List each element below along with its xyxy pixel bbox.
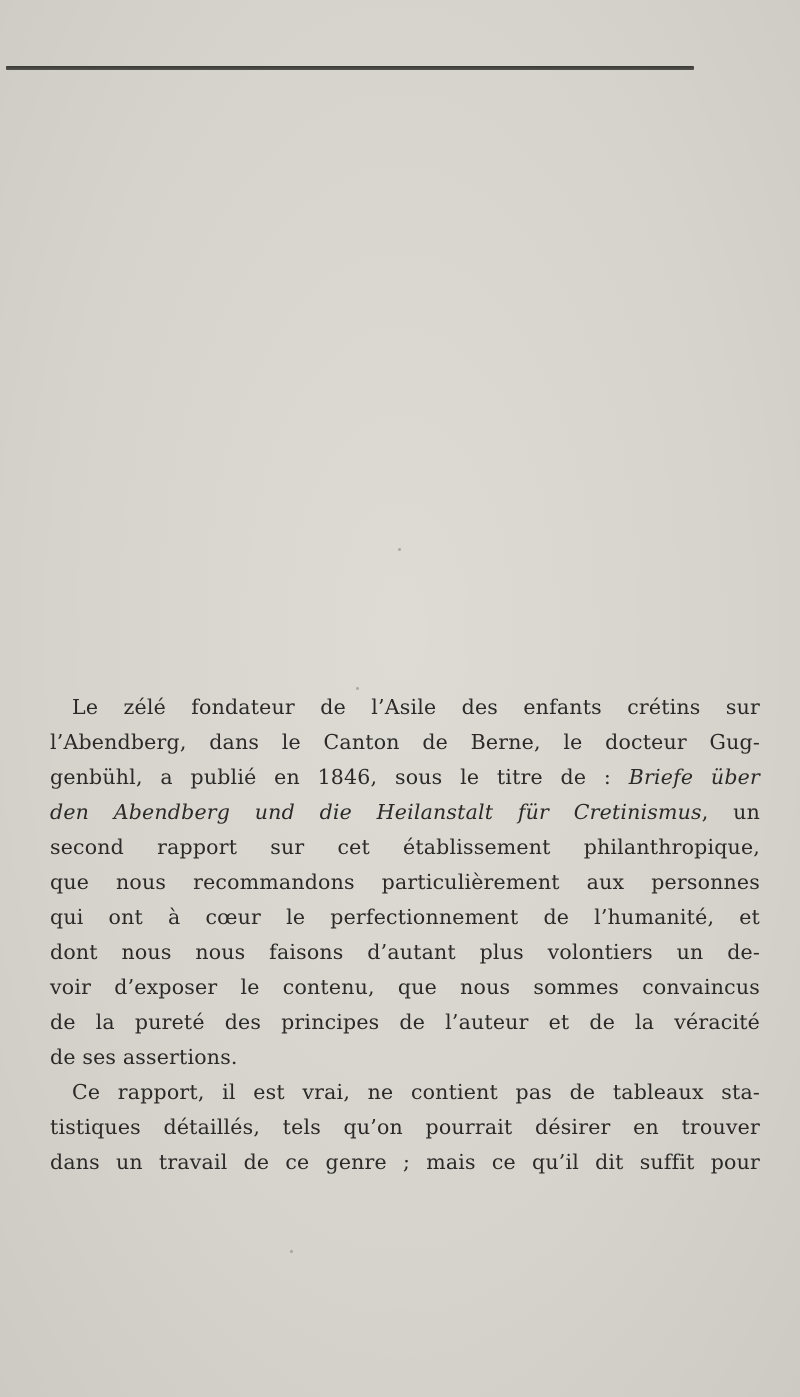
text-line bbox=[50, 760, 760, 795]
text-line: dans un travail de ce genre ; mais ce qu’il dit suffit pour bbox=[50, 1150, 760, 1174]
text-line: de ses assertions. bbox=[50, 1045, 238, 1069]
text-line: qui ont à cœur le perfectionnement de l’humanité, et bbox=[50, 905, 760, 929]
text-line: second rapport sur cet établissement philanthropique, bbox=[50, 835, 760, 859]
text-line: dont nous nous faisons d’autant plus volontiers un de- bbox=[50, 940, 760, 964]
title-italic: Briefe über bbox=[628, 765, 760, 789]
title-italic: den Abendberg und die Heilanstalt für Cretinismus bbox=[50, 800, 702, 824]
text-line: l’Abendberg, dans le Canton de Berne, le docteur Gug- bbox=[50, 730, 760, 754]
text-line: Ce rapport, il est vrai, ne contient pas de tableaux sta- bbox=[72, 1080, 760, 1104]
text-line: Le zélé fondateur de l’Asile des enfants crétins sur bbox=[72, 695, 760, 719]
text-line: que nous recommandons particulièrement aux personnes bbox=[50, 870, 760, 894]
text-line: tistiques détaillés, tels qu’on pourrait désirer en trouver bbox=[50, 1115, 760, 1139]
text-segment: genbühl, a publié en 1846, sous le titre de : bbox=[50, 765, 629, 789]
text-segment: , un bbox=[701, 800, 760, 824]
top-rule bbox=[6, 66, 694, 70]
text-line bbox=[50, 795, 760, 830]
speck bbox=[398, 548, 401, 551]
speck bbox=[290, 1250, 293, 1253]
text-line: voir d’exposer le contenu, que nous sommes convaincus bbox=[50, 975, 760, 999]
text-line: de la pureté des principes de l’auteur et de la véracité bbox=[50, 1010, 760, 1034]
body-text bbox=[50, 690, 760, 1180]
